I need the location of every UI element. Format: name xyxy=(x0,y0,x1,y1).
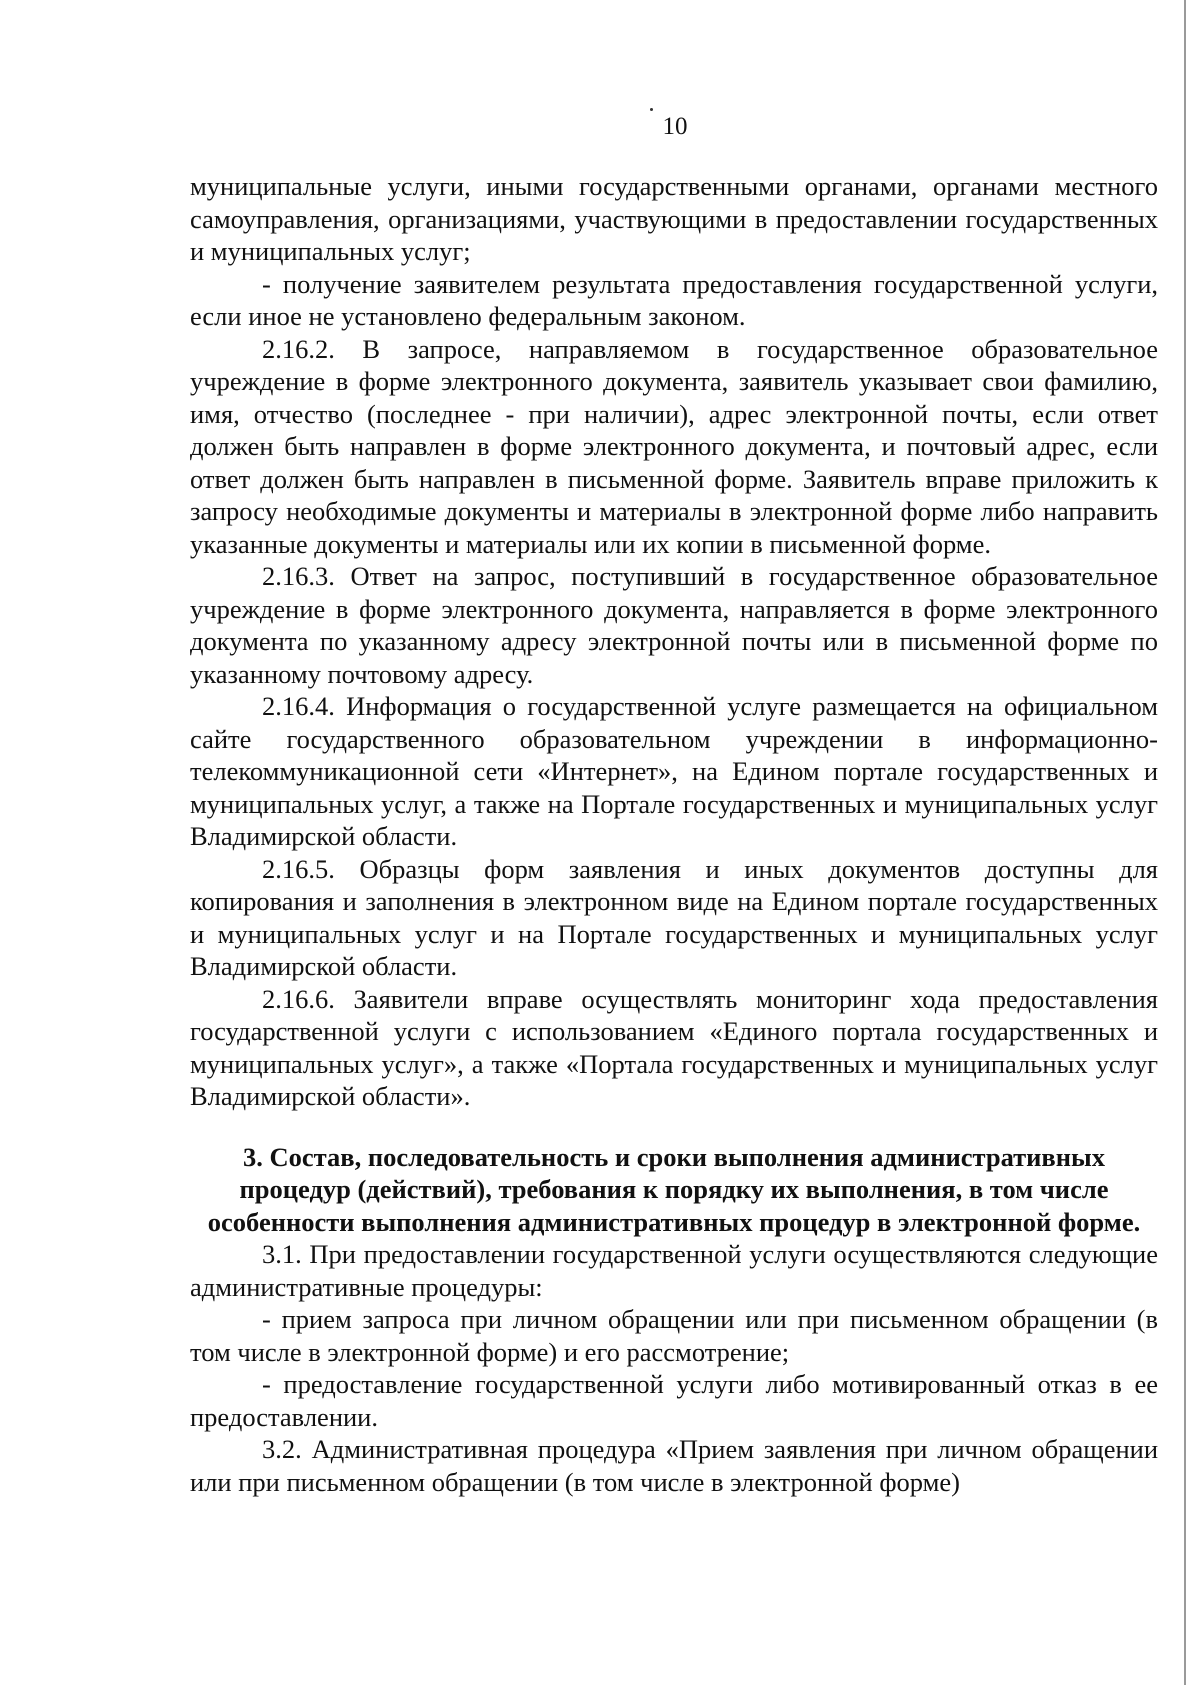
paragraph: - прием запроса при личном обращении или при письменном обращении (в том числе в электронной форме) и его рассмотрение; xyxy=(190,1304,1158,1367)
paragraph: 2.16.6. Заявители вправе осуществлять мониторинг хода предоставления государственной услуги с использованием «Единого портала государственных и муниципальных услуг», а также «Портала государственных и муниципальных услуг Владимирской области». xyxy=(190,983,1158,1111)
paragraph: 2.16.4. Информация о государственной услуге размещается на официальном сайте государственного образовательном учреждении в информационно-телекоммуникационной сети «Интернет», на Едином портале государственных и муниципальных услуг, а также на Портале государственных и муниципальных услуг Владимирской области. xyxy=(190,691,1158,851)
paragraph: 2.16.5. Образцы форм заявления и иных документов доступны для копирования и заполнения в электронном виде на Едином портале государственных и муниципальных услуг и на Портале государственных и муниципальных услуг Владимирской области. xyxy=(190,853,1158,981)
page-edge-line xyxy=(1184,0,1186,1685)
paragraph: муниципальные услуги, иными государственными органами, органами местного самоуправления, организациями, участвующими в предоставлении государственных и муниципальных услуг; xyxy=(190,171,1158,266)
paragraph: 2.16.3. Ответ на запрос, поступивший в государственное образовательное учреждение в форме электронного документа, направляется в форме электронного документа по указанному адресу электронной почты или в письменной форме по указанному почтовому адресу. xyxy=(190,561,1158,689)
paragraph: - получение заявителем результата предоставления государственной услуги, если иное не установлено федеральным законом. xyxy=(190,268,1158,331)
paragraph: 3.1. При предоставлении государственной услуги осуществляются следующие административные процедуры: xyxy=(190,1239,1158,1302)
paragraph: 3.2. Административная процедура «Прием заявления при личном обращении или при письменном обращении (в том числе в электронной форме) xyxy=(190,1434,1158,1497)
scan-speck xyxy=(650,108,653,111)
document-body xyxy=(190,170,1158,1498)
section-heading: 3. Состав, последовательность и сроки выполнения административных процедур (действий), требования к порядку их выполнения, в том числе особенности выполнения административных процедур в электронной форме. xyxy=(207,1141,1141,1237)
page-number: 10 xyxy=(662,113,688,140)
paragraphs-after-heading xyxy=(190,1238,1158,1498)
paragraphs-before-heading xyxy=(190,170,1158,1113)
paragraph: 2.16.2. В запросе, направляемом в государственное образовательное учреждение в форме электронного документа, заявитель указывает свои фамилию, имя, отчество (последнее - при наличии), адрес электронной почты, если ответ должен быть направлен в форме электронного документа, и почтовый адрес, если ответ должен быть направлен в письменной форме. Заявитель вправе приложить к запросу необходимые документы и материалы в электронной форме либо направить указанные документы и материалы или их копии в письменной форме. xyxy=(190,333,1158,559)
paragraph: - предоставление государственной услуги либо мотивированный отказ в ее предоставлении. xyxy=(190,1369,1158,1432)
